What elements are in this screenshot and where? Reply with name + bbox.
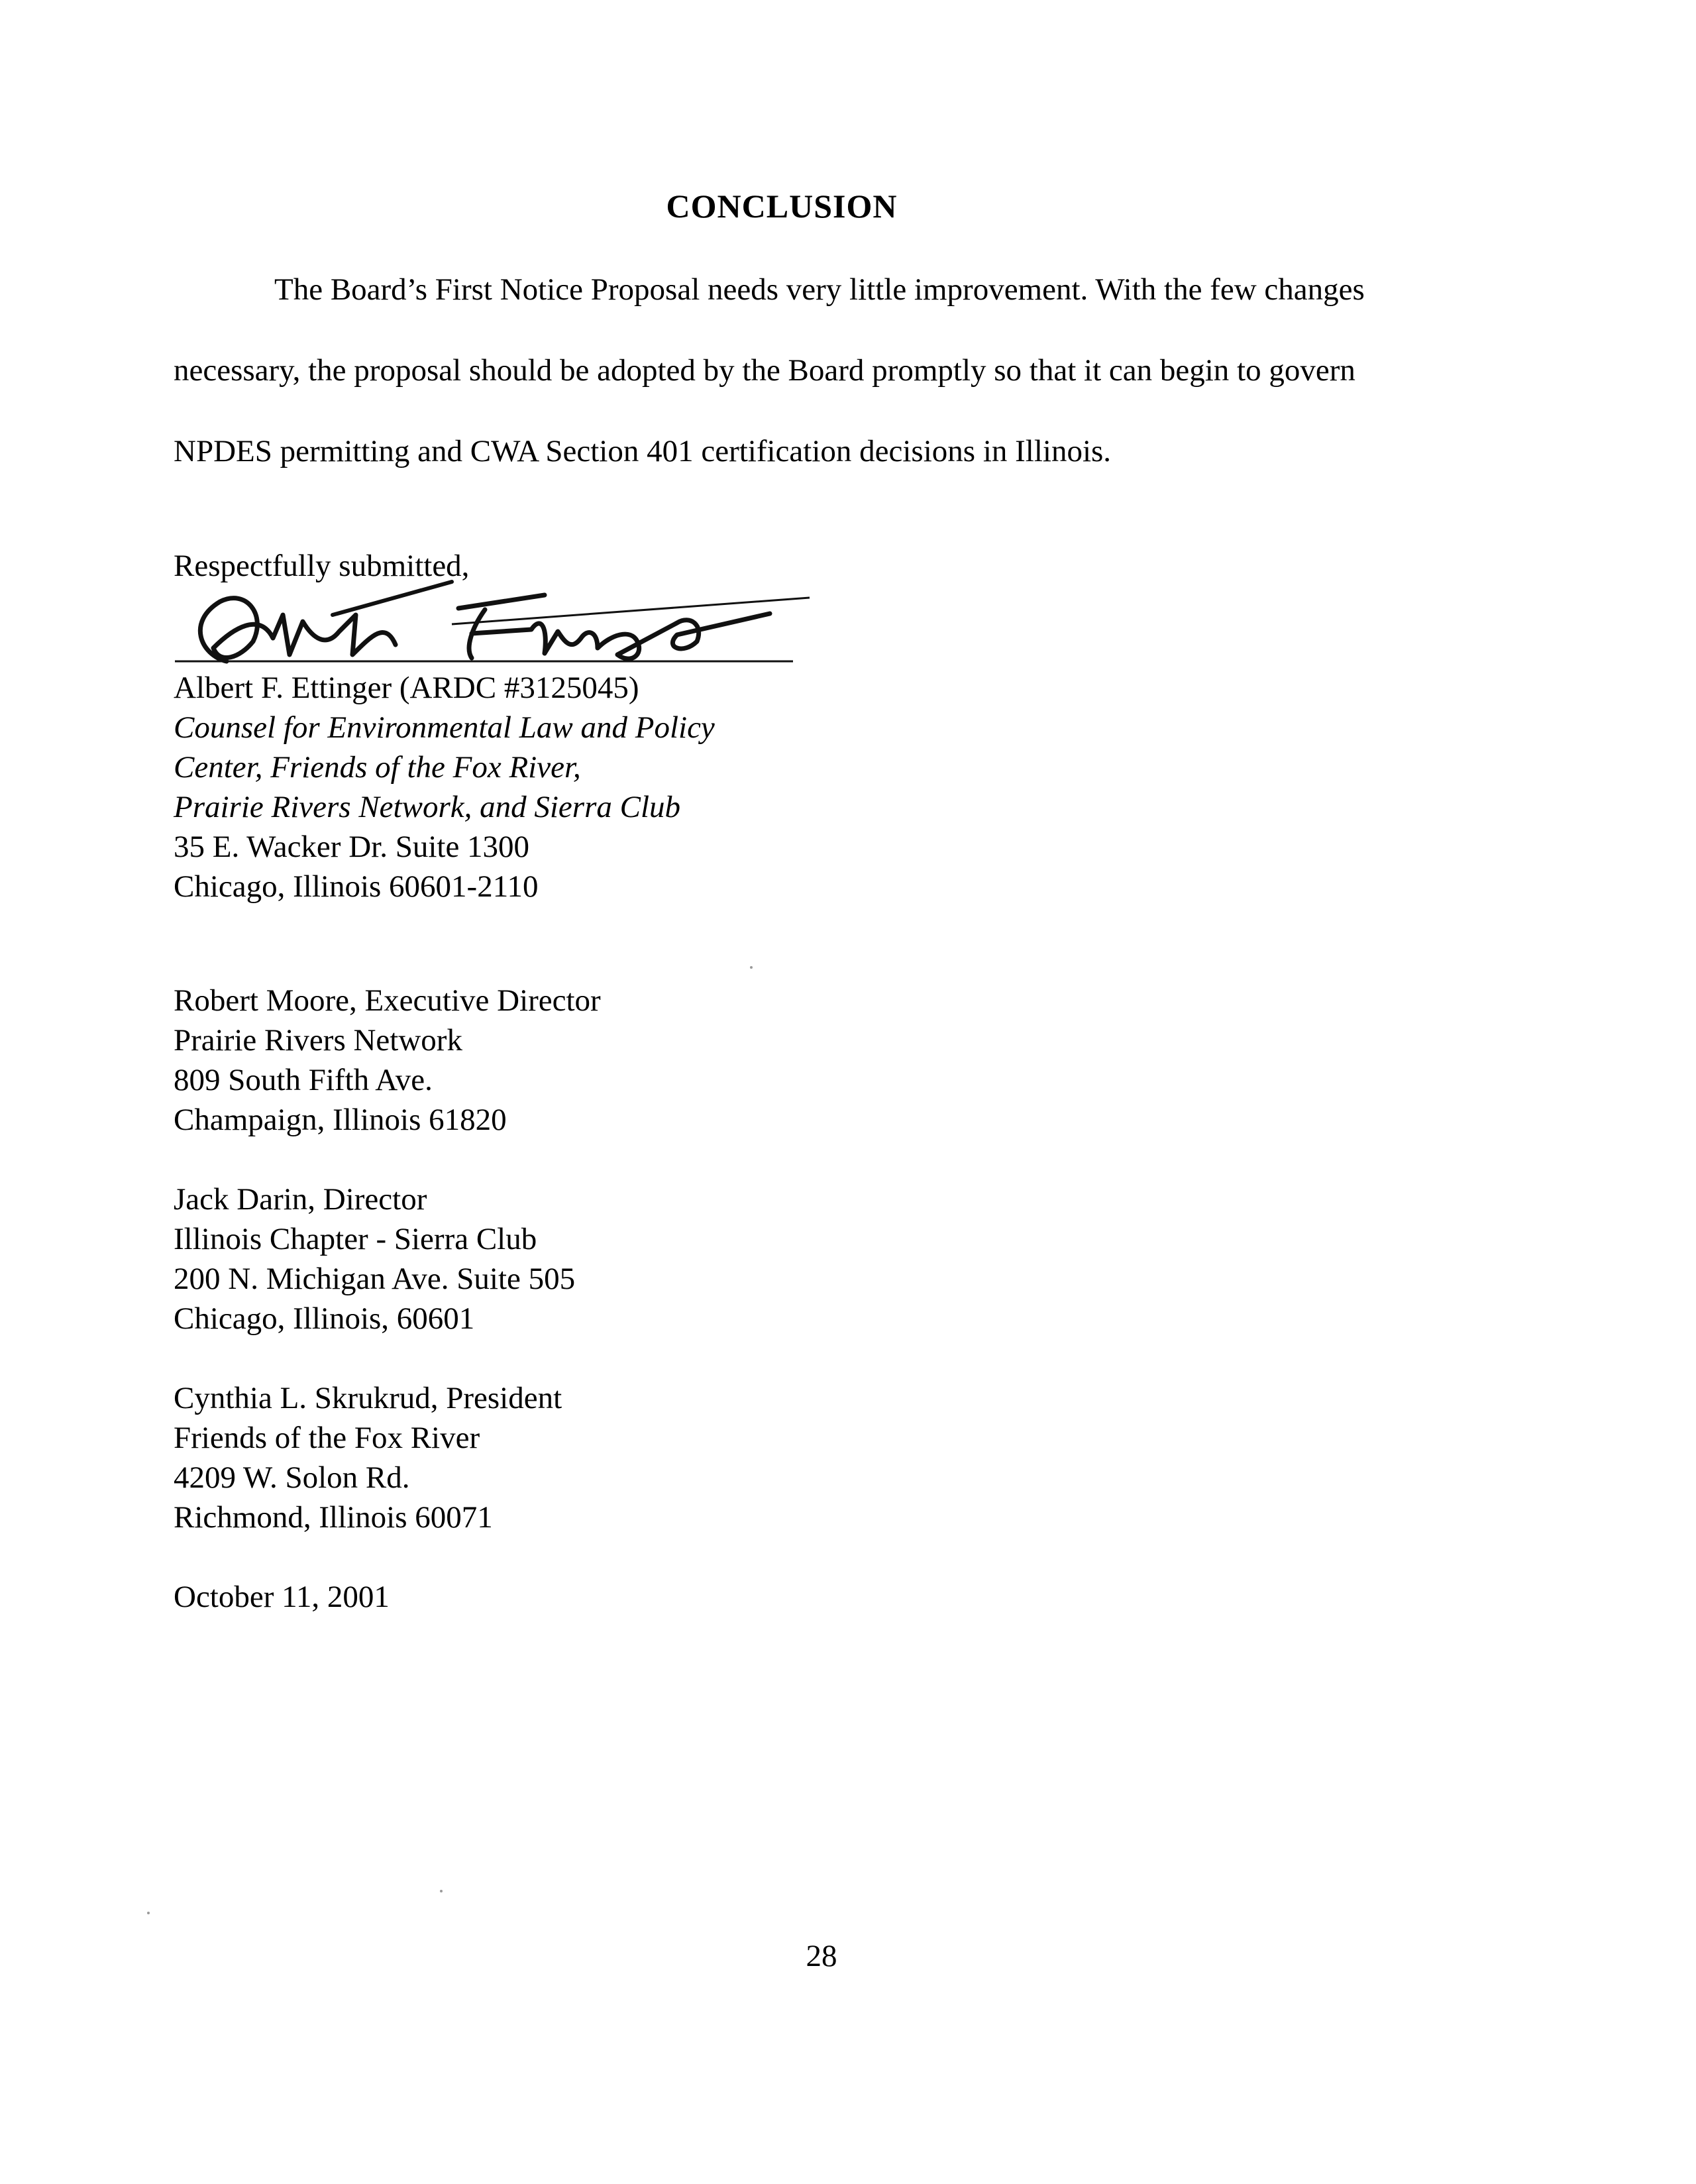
contact-block-darin <box>174 1179 575 1338</box>
contact-line: 200 N. Michigan Ave. Suite 505 <box>174 1262 576 1296</box>
contact-line: Jack Darin, Director <box>174 1182 427 1217</box>
section-heading: CONCLUSION <box>666 188 898 225</box>
contact-line: Champaign, Illinois 61820 <box>174 1103 507 1137</box>
signatory-block <box>174 668 715 906</box>
contact-line: Chicago, Illinois, 60601 <box>174 1301 475 1336</box>
date-line: October 11, 2001 <box>174 1580 390 1614</box>
contact-line: 809 South Fifth Ave. <box>174 1063 433 1097</box>
signatory-address-line-2: Chicago, Illinois 60601-2110 <box>174 869 539 904</box>
contact-line: Richmond, Illinois 60071 <box>174 1500 493 1535</box>
signatory-role-line-1: Counsel for Environmental Law and Policy <box>174 710 715 745</box>
contact-line: Illinois Chapter - Sierra Club <box>174 1222 537 1256</box>
signatory-role-line-2: Center, Friends of the Fox River, <box>174 750 581 785</box>
scan-speck <box>440 1890 443 1892</box>
contact-line: Friends of the Fox River <box>174 1421 480 1455</box>
signatory-address-line-1: 35 E. Wacker Dr. Suite 1300 <box>174 830 530 864</box>
handwritten-signature <box>174 575 843 675</box>
document-date <box>174 1577 390 1617</box>
signatory-role-line-3: Prairie Rivers Network, and Sierra Club <box>174 790 681 824</box>
signatory-name: Albert F. Ettinger (ARDC #3125045) <box>174 671 639 705</box>
contact-block-skrukrud <box>174 1378 562 1537</box>
scan-speck <box>750 966 753 969</box>
paragraph-line-3: NPDES permitting and CWA Section 401 certification decisions in Illinois. <box>174 434 1112 468</box>
contact-line: 4209 W. Solon Rd. <box>174 1460 410 1495</box>
contact-line: Cynthia L. Skrukrud, President <box>174 1381 562 1415</box>
contact-line: Robert Moore, Executive Director <box>174 983 601 1018</box>
scan-speck <box>147 1912 150 1914</box>
page-number: 28 <box>806 1939 837 1973</box>
contact-line: Prairie Rivers Network <box>174 1023 462 1058</box>
paragraph-line-2: necessary, the proposal should be adopted by the Board promptly so that it can begin to govern <box>174 353 1355 388</box>
closing-line: Respectfully submitted, <box>174 549 470 583</box>
paragraph-line-1: The Board’s First Notice Proposal needs very little improvement. With the few changes <box>274 272 1365 307</box>
contact-block-moore <box>174 981 601 1140</box>
